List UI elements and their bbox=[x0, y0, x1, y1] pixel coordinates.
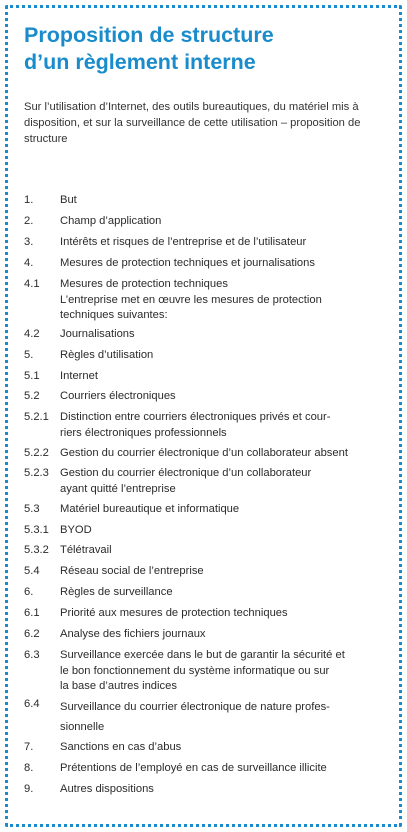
toc-item-text-line: sionnelle bbox=[60, 721, 105, 733]
toc-item-text-line: la base d’autres indices bbox=[60, 680, 177, 692]
toc-item-number: 8. bbox=[24, 762, 34, 774]
toc-item-number: 3. bbox=[24, 236, 34, 248]
toc-item-text-line: techniques suivantes: bbox=[60, 309, 168, 321]
toc-item-text: Gestion du courrier électronique d’un collaborateur absent bbox=[60, 447, 348, 459]
toc-item-number: 6.4 bbox=[24, 698, 40, 710]
title-line-2: d’un règlement interne bbox=[24, 50, 256, 74]
toc-item-number: 4.2 bbox=[24, 328, 40, 340]
toc-item-number: 1. bbox=[24, 194, 34, 206]
toc-item bbox=[24, 277, 384, 324]
toc-item-text: Courriers électroniques bbox=[60, 390, 176, 402]
toc-item-number: 5.3.2 bbox=[24, 544, 49, 556]
toc-item bbox=[24, 648, 384, 695]
toc-item bbox=[24, 466, 384, 498]
toc-item-number: 5.2.1 bbox=[24, 411, 49, 423]
toc-item-text: Journalisations bbox=[60, 328, 135, 340]
toc-item-text: Priorité aux mesures de protection techniques bbox=[60, 607, 288, 619]
toc-item-text: Règles d’utilisation bbox=[60, 349, 154, 361]
toc-item-number: 5.4 bbox=[24, 565, 40, 577]
toc-item-number: 7. bbox=[24, 741, 34, 753]
toc-item-text: Sanctions en cas d’abus bbox=[60, 741, 182, 753]
toc-item-number: 5.2.2 bbox=[24, 447, 49, 459]
toc-item bbox=[24, 410, 384, 442]
toc-item-text-line: Surveillance exercée dans le but de garantir la sécurité et bbox=[60, 649, 345, 661]
toc-item-text-line: riers électroniques professionnels bbox=[60, 426, 227, 439]
toc-item-text: Intérêts et risques de l’entreprise et de l’utilisateur bbox=[60, 236, 307, 248]
toc-item-text-line: Distinction entre courriers électroniques privés et cour- bbox=[60, 411, 331, 423]
toc-item-number: 6.2 bbox=[24, 628, 40, 640]
toc-item-number: 5. bbox=[24, 349, 34, 361]
toc-item-text-line: ayant quitté l’entreprise bbox=[60, 482, 176, 495]
toc-item-number: 5.3 bbox=[24, 503, 40, 515]
toc-item-number: 4. bbox=[24, 257, 34, 269]
toc-item-text: Mesures de protection techniques et journalisations bbox=[60, 257, 315, 269]
toc-item-text: Règles de surveillance bbox=[60, 586, 173, 598]
toc-item-text bbox=[60, 466, 384, 497]
toc-item-number: 9. bbox=[24, 783, 34, 795]
toc-item-number: 6.1 bbox=[24, 607, 40, 619]
toc-item-text: Autres dispositions bbox=[60, 783, 154, 795]
toc-item-text bbox=[60, 410, 384, 441]
toc-item-text-line: Gestion du courrier électronique d’un collaborateur bbox=[60, 467, 312, 479]
toc-item-text: Internet bbox=[60, 370, 98, 382]
toc-item-text-line: Surveillance du courrier électronique de nature profes- bbox=[60, 701, 330, 713]
toc-item-text: Analyse des fichiers journaux bbox=[60, 628, 206, 640]
toc-item-number: 5.2.3 bbox=[24, 467, 49, 479]
toc-item-number: 5.1 bbox=[24, 370, 40, 382]
toc-item-number: 4.1 bbox=[24, 278, 40, 290]
toc-item-text: Prétentions de l’employé en cas de surveillance illicite bbox=[60, 762, 327, 774]
toc-item-text bbox=[60, 277, 384, 324]
toc-item-number: 2. bbox=[24, 215, 34, 227]
title-line-1: Proposition de structure bbox=[24, 23, 274, 47]
toc-item-text: Matériel bureautique et informatique bbox=[60, 503, 240, 515]
toc-item-text: Télétravail bbox=[60, 544, 112, 556]
toc-item-text: BYOD bbox=[60, 524, 92, 536]
toc-item-text-line: Mesures de protection techniques bbox=[60, 278, 228, 290]
toc-item-text: Champ d’application bbox=[60, 215, 162, 227]
toc-item-number: 5.2 bbox=[24, 390, 40, 402]
toc-item-number: 5.3.1 bbox=[24, 524, 49, 536]
toc-item-text bbox=[60, 697, 384, 737]
toc-item-text: But bbox=[60, 194, 77, 206]
toc-item-number: 6.3 bbox=[24, 649, 40, 661]
toc-item-text: Réseau social de l’entreprise bbox=[60, 565, 204, 577]
toc-item-text-line: L’entreprise met en œuvre les mesures de protection bbox=[60, 293, 322, 306]
toc-item-number: 6. bbox=[24, 586, 34, 598]
intro-paragraph: Sur l’utilisation d’Internet, des outils bureautiques, du matériel mis à disposition, et sur la surveillance de cette utilisation – proposition de structure bbox=[24, 101, 361, 145]
toc-item bbox=[24, 697, 384, 733]
toc-item-text bbox=[60, 648, 384, 695]
toc-item-text-line: le bon fonctionnement du système informatique ou sur bbox=[60, 664, 330, 677]
